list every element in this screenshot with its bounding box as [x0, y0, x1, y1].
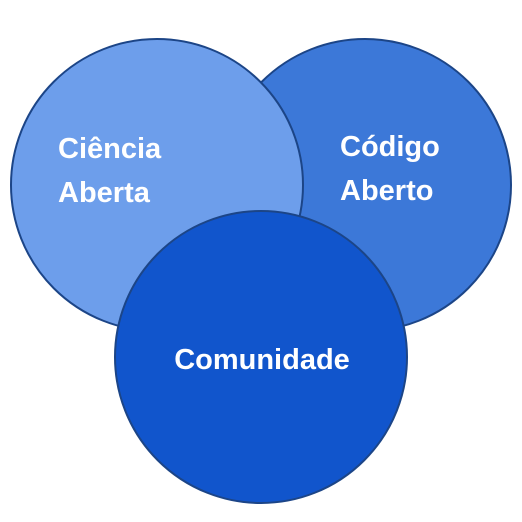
label-ciencia-aberta: [58, 127, 161, 215]
label-codigo-aberto: [340, 125, 440, 213]
label-comunidade-line-1: Comunidade: [174, 344, 350, 376]
label-ciencia-line-1: Ciência: [58, 133, 162, 165]
label-ciencia-line-2: Aberta: [58, 177, 150, 209]
label-codigo-line-1: Código: [340, 131, 440, 163]
label-codigo-line-2: Aberto: [340, 175, 434, 207]
label-comunidade: [0, 338, 522, 382]
